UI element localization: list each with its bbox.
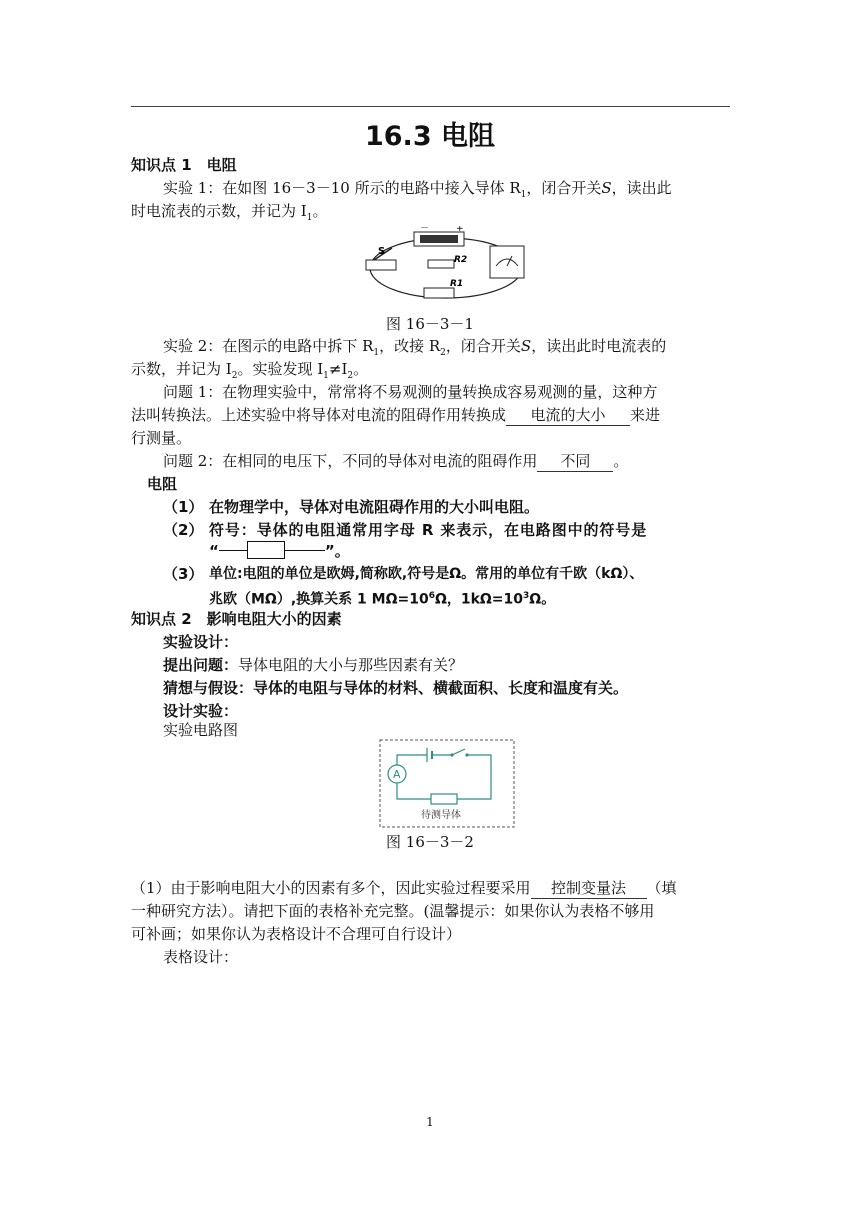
switch-label: S bbox=[378, 246, 386, 257]
circuit-figure-2 bbox=[379, 739, 515, 829]
experiment-1-text: 实验 1：在如图 16－3－10 所示的电路中接入导体 $R_1$，闭合开关S，读出此 bbox=[163, 179, 672, 200]
circuit-figure-1 bbox=[360, 226, 540, 306]
battery-minus-label: － bbox=[420, 226, 430, 234]
resistor-symbol bbox=[247, 541, 285, 559]
item-2-text: 符号：导体的电阻通常用字母 R 来表示，在电路图中的符号是 bbox=[209, 521, 648, 539]
answer-blank-3: 控制变量法 bbox=[531, 879, 647, 899]
question-1-text-3: 行测量。 bbox=[131, 429, 192, 447]
circuit-diagram-label: 实验电路图 bbox=[163, 721, 239, 739]
question-2-text: 问题 2：在相同的电压下，不同的导体对电流的阻碍作用 不同 。 bbox=[163, 452, 629, 470]
section-heading-1: 知识点 1 电阻 bbox=[131, 156, 237, 174]
section-heading-2: 知识点 2 影响电阻大小的因素 bbox=[131, 610, 342, 628]
answer-blank-1: 电流的大小 bbox=[506, 406, 630, 426]
page-number: 1 bbox=[426, 1115, 434, 1129]
page-title: 16.3 电阻 bbox=[364, 121, 496, 152]
header-rule bbox=[131, 106, 730, 107]
hypothesis-line: 猜想与假设：导体的电阻与导体的材料、横截面积、长度和温度有关。 bbox=[163, 679, 629, 697]
experiment-2-text: 实验 2：在图示的电路中拆下 $R_1$，改接 $R_2$，闭合开关S，读出此时电流表的 bbox=[163, 337, 667, 358]
item-3-text: 单位:电阻的单位是欧姆,简称欧,符号是Ω。常用的单位有千欧（kΩ）、 bbox=[209, 566, 644, 582]
r1-label: R1 bbox=[450, 279, 464, 289]
paragraph-1-line-3: 可补画；如果你认为表格设计不合理可自行设计） bbox=[131, 925, 462, 943]
paragraph-1-line-2: 一种研究方法）。请把下面的表格补充完整。(温馨提示：如果你认为表格不够用 bbox=[131, 902, 655, 920]
paragraph-1: （1）由于影响电阻大小的因素有多个，因此实验过程要采用 控制变量法 （填 bbox=[131, 879, 677, 897]
r2-label: R2 bbox=[454, 255, 468, 265]
item-3-num: （3） bbox=[163, 565, 204, 583]
question-1-text-2: 法叫转换法。上述实验中将导体对电流的阻碍作用转换成 电流的大小 来进 bbox=[131, 406, 661, 424]
ammeter-label: A bbox=[393, 768, 401, 781]
figure-2-caption: 图 16－3－2 bbox=[386, 833, 474, 851]
experiment-2-text-2: 示数，并记为 $I_2$。实验发现 $I_1\ne I_2$。 bbox=[131, 360, 369, 381]
answer-blank-2: 不同 bbox=[537, 452, 613, 472]
design-experiment-label: 设计实验： bbox=[163, 702, 239, 720]
battery-plus-label: + bbox=[456, 226, 464, 234]
item-3-text-2: 兆欧（MΩ）,换算关系 1 $M\Omega=10^6\Omega$，$1k\Omega=10^3\Omega$。 bbox=[209, 591, 556, 608]
question-1-text: 问题 1：在物理实验中，常常将不易观测的量转换成容易观测的量，这种方 bbox=[163, 383, 658, 401]
item-1-text: 在物理学中，导体对电流阻碍作用的大小叫电阻。 bbox=[209, 498, 540, 516]
figure-1-caption: 图 16－3－1 bbox=[386, 315, 474, 333]
question-line: 提出问题：导体电阻的大小与那些因素有关？ bbox=[163, 656, 464, 674]
conductor-label: 待测导体 bbox=[421, 810, 461, 821]
experiment-1-text-2: 时电流表的示数，并记为 $I_1$。 bbox=[131, 202, 328, 223]
resistance-subheading: 电阻 bbox=[147, 475, 178, 493]
design-label: 实验设计： bbox=[163, 633, 239, 651]
table-design-label: 表格设计： bbox=[163, 948, 239, 966]
item-2-symbol-line: “ ”。 bbox=[209, 542, 350, 560]
item-1-num: （1） bbox=[163, 498, 204, 516]
item-2-num: （2） bbox=[163, 521, 204, 539]
